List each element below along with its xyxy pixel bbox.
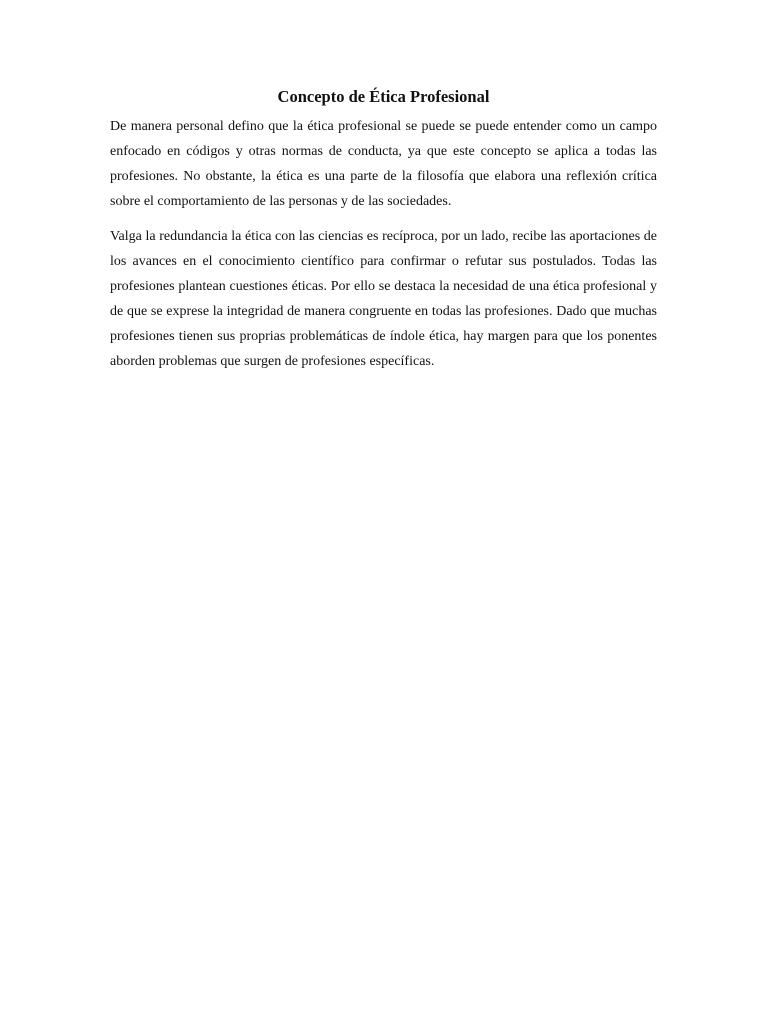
document-body [110, 86, 657, 374]
paragraph-2: Valga la redundancia la ética con las ciencias es recíproca, por un lado, recibe las aportaciones de los avances en el conocimiento científico para confirmar o refutar sus postulados. Todas las profesiones plantean cuestiones éticas. Por ello se destaca la necesidad de una ética profesional y de que se exprese la integridad de manera congruente en todas las profesiones. Dado que muchas profesiones tienen sus proprias problemáticas de índole ética, hay margen para que los ponentes aborden problemas que surgen de profesiones específicas. [110, 229, 657, 369]
document-title: Concepto de Ética Profesional [277, 87, 490, 106]
paragraph-1: De manera personal defino que la ética profesional se puede se puede entender como un campo enfocado en códigos y otras normas de conducta, ya que este concepto se aplica a todas las profesiones. No obstante, la ética es una parte de la filosofía que elabora una reflexión crítica sobre el comportamiento de las personas y de las sociedades. [110, 119, 657, 209]
